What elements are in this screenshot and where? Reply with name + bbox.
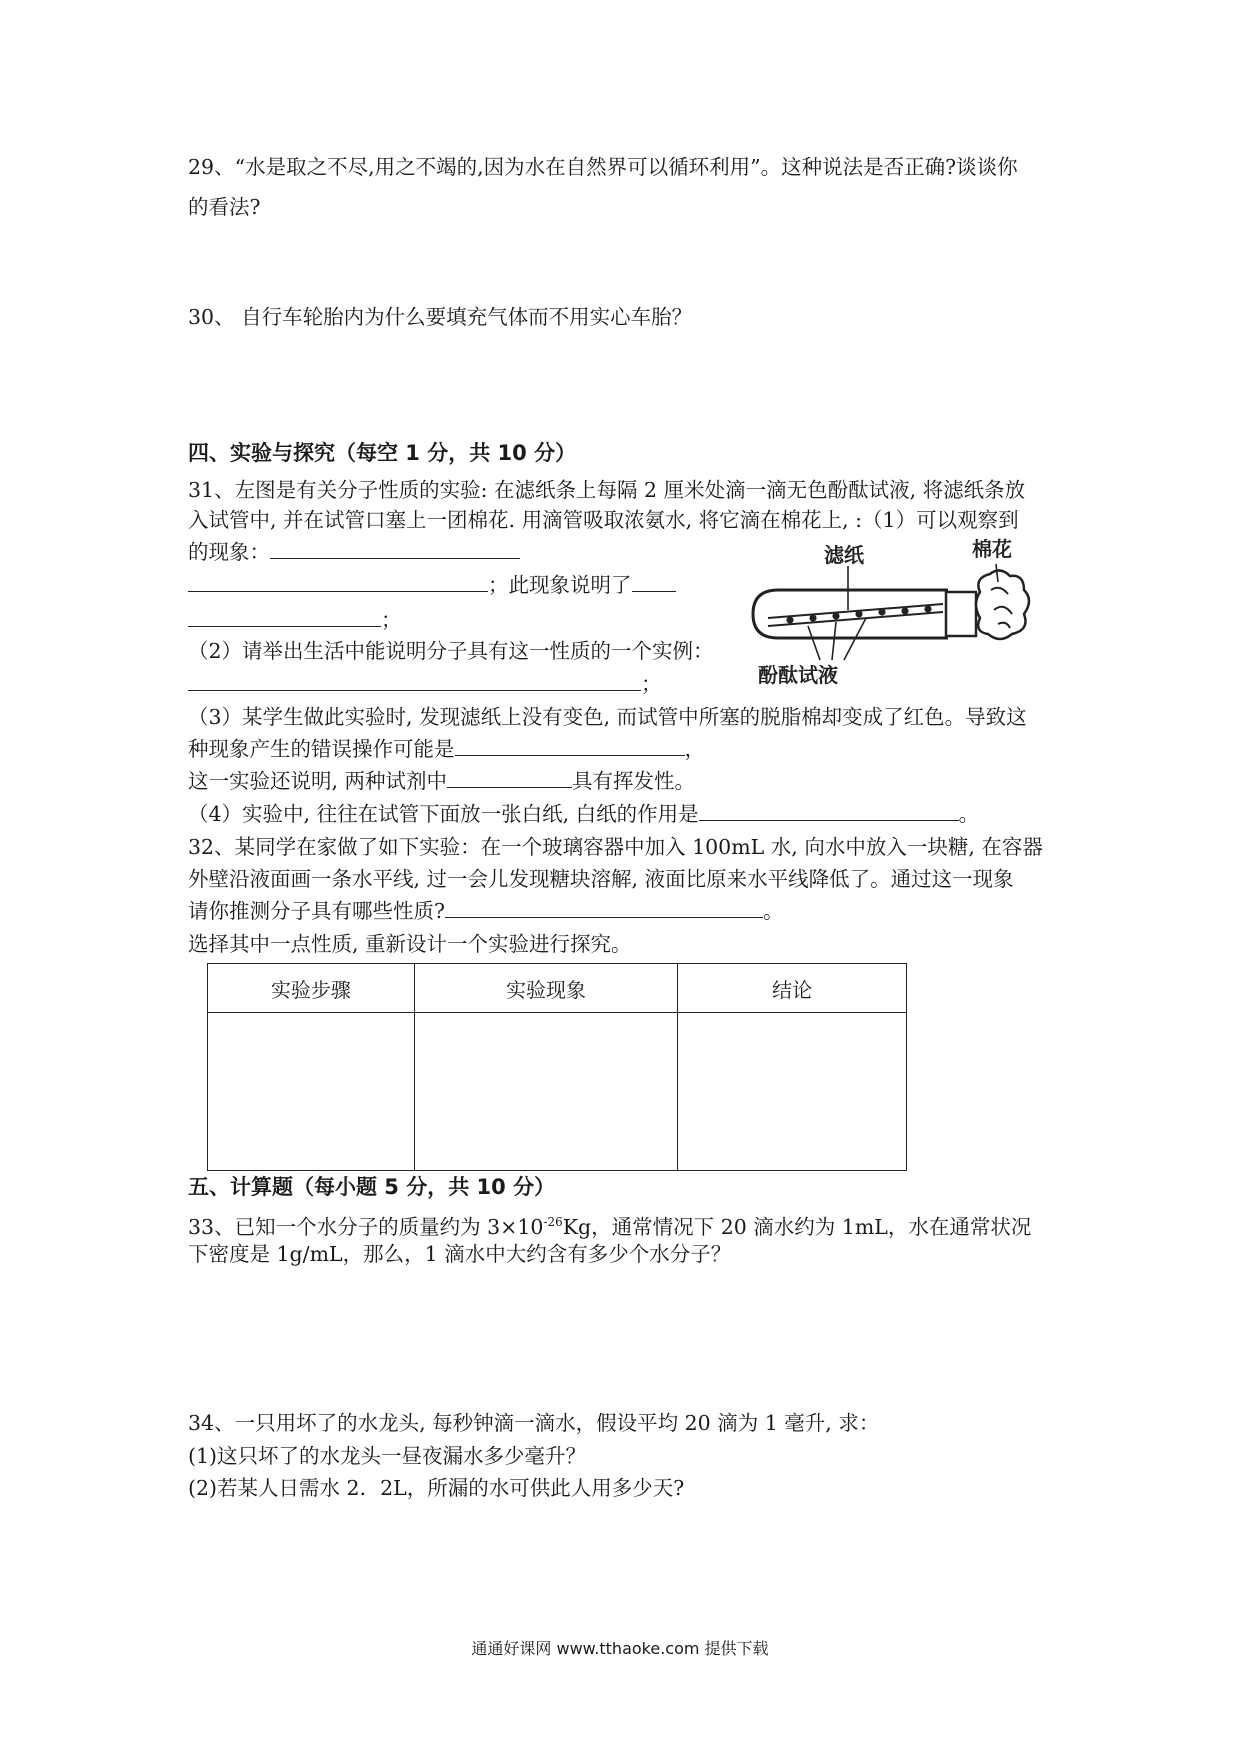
table-header-conclusion: 结论 bbox=[678, 964, 907, 1013]
q31-line-4-text: ；此现象说明了 bbox=[488, 573, 632, 597]
answer-blank[interactable] bbox=[632, 571, 676, 592]
answer-blank[interactable] bbox=[188, 606, 381, 627]
answer-blank[interactable] bbox=[445, 897, 763, 918]
q31-line-9-end: ， bbox=[684, 737, 705, 761]
q30-line-1: 30、 自行车轮胎内为什么要填充气体而不用实心车胎？ bbox=[188, 305, 693, 329]
q33-line-2: 下密度是 1g/mL，那么，1 滴水中大约含有多少个水分子？ bbox=[188, 1242, 732, 1266]
q31-line-1: 31、左图是有关分子性质的实验: 在滤纸条上每隔 2 厘米处滴一滴无色酚酞试液, 将滤纸条放 bbox=[188, 478, 1026, 502]
q32-line-2: 外壁沿液面画一条水平线, 过一会儿发现糖块溶解, 液面比原来水平线降低了。通过这一现象 bbox=[188, 867, 1014, 891]
section-5-title: 五、计算题（每小题 5 分，共 10 分） bbox=[188, 1175, 556, 1199]
q31-line-10-text: 这一实验还说明, 两种试剂中 bbox=[188, 769, 448, 793]
q31-line-3-text: 的现象： bbox=[188, 540, 270, 564]
q33-line-1 bbox=[188, 1207, 1031, 1242]
test-tube-figure bbox=[748, 538, 1048, 692]
page-footer: 通通好课网 www.tthaoke.com 提供下载 bbox=[471, 1639, 769, 1658]
q29-line-1: 29、“水是取之不尽,用之不竭的,因为水在自然界可以循环利用”。这种说法是否正确?谈谈你 bbox=[188, 155, 1018, 179]
q31-line-11-text: （4）实验中, 往往在试管下面放一张白纸, 白纸的作用是 bbox=[188, 802, 699, 826]
answer-blank[interactable] bbox=[447, 767, 572, 788]
q32-line-3-end: 。 bbox=[763, 899, 784, 923]
q34-line-2: (1)这只坏了的水龙头一昼夜漏水多少毫升？ bbox=[188, 1444, 587, 1468]
q32-line-4: 选择其中一点性质, 重新设计一个实验进行探究。 bbox=[188, 932, 632, 956]
q31-line-2: 入试管中, 并在试管口塞上一团棉花. 用滴管吸取浓氨水, 将它滴在棉花上, :（1）可以观察到 bbox=[188, 508, 1019, 532]
q31-line-6: （2）请举出生活中能说明分子具有这一性质的一个实例： bbox=[188, 639, 714, 663]
q31-line-3 bbox=[188, 537, 520, 567]
experiment-design-table bbox=[207, 963, 907, 1171]
q33-line-1-a: 33、已知一个水分子的质量约为 3×10 bbox=[188, 1214, 544, 1239]
q32-line-3-text: 请你推测分子具有哪些性质? bbox=[188, 899, 445, 923]
answer-blank[interactable] bbox=[699, 800, 959, 821]
q31-line-7 bbox=[188, 669, 662, 699]
label-cotton: 棉花 bbox=[972, 538, 1012, 561]
q31-line-5-text: ； bbox=[381, 608, 402, 632]
q31-line-7-text: ； bbox=[641, 672, 662, 696]
q31-line-10 bbox=[188, 766, 695, 796]
test-tube-diagram bbox=[748, 538, 1048, 688]
q34-line-3: (2)若某人日需水 2．2L，所漏的水可供此人用多少天? bbox=[188, 1476, 685, 1500]
q31-line-11 bbox=[188, 799, 979, 829]
answer-blank[interactable] bbox=[455, 735, 685, 756]
q32-line-1: 32、某同学在家做了如下实验：在一个玻璃容器中加入 100mL 水, 向水中放入一块糖, 在容器 bbox=[188, 835, 1043, 859]
label-phenolphthalein: 酚酞试液 bbox=[758, 663, 838, 687]
table-header-phenomenon: 实验现象 bbox=[414, 964, 678, 1013]
q31-line-4 bbox=[188, 570, 676, 600]
answer-blank[interactable] bbox=[270, 538, 520, 559]
q31-line-9-text: 种现象产生的错误操作可能是 bbox=[188, 737, 455, 761]
answer-blank[interactable] bbox=[188, 670, 641, 691]
q34-line-1: 34、一只用坏了的水龙头, 每秒钟滴一滴水，假设平均 20 滴为 1 毫升, 求： bbox=[188, 1411, 880, 1435]
table-cell-conclusion[interactable] bbox=[678, 1013, 907, 1171]
answer-blank[interactable] bbox=[188, 571, 488, 592]
label-filter-paper: 滤纸 bbox=[824, 543, 864, 567]
q31-line-10-end: 具有挥发性。 bbox=[572, 769, 696, 793]
section-4-title: 四、实验与探究（每空 1 分，共 10 分） bbox=[188, 441, 577, 465]
table-header-steps: 实验步骤 bbox=[208, 964, 415, 1013]
q33-line-1-b: Kg，通常情况下 20 滴水约为 1mL，水在通常状况 bbox=[562, 1214, 1032, 1239]
q31-line-8: （3）某学生做此实验时, 发现滤纸上没有变色, 而试管中所塞的脱脂棉却变成了红色。导致这 bbox=[188, 705, 1027, 729]
table-cell-steps[interactable] bbox=[208, 1013, 415, 1171]
q31-line-11-end: 。 bbox=[958, 802, 980, 826]
q31-line-9 bbox=[188, 734, 705, 764]
q31-line-5 bbox=[188, 605, 402, 635]
q33-exponent: -26 bbox=[543, 1215, 563, 1229]
q29-line-2: 的看法? bbox=[188, 195, 261, 219]
q32-line-3 bbox=[188, 896, 784, 926]
table-cell-phenomenon[interactable] bbox=[414, 1013, 678, 1171]
